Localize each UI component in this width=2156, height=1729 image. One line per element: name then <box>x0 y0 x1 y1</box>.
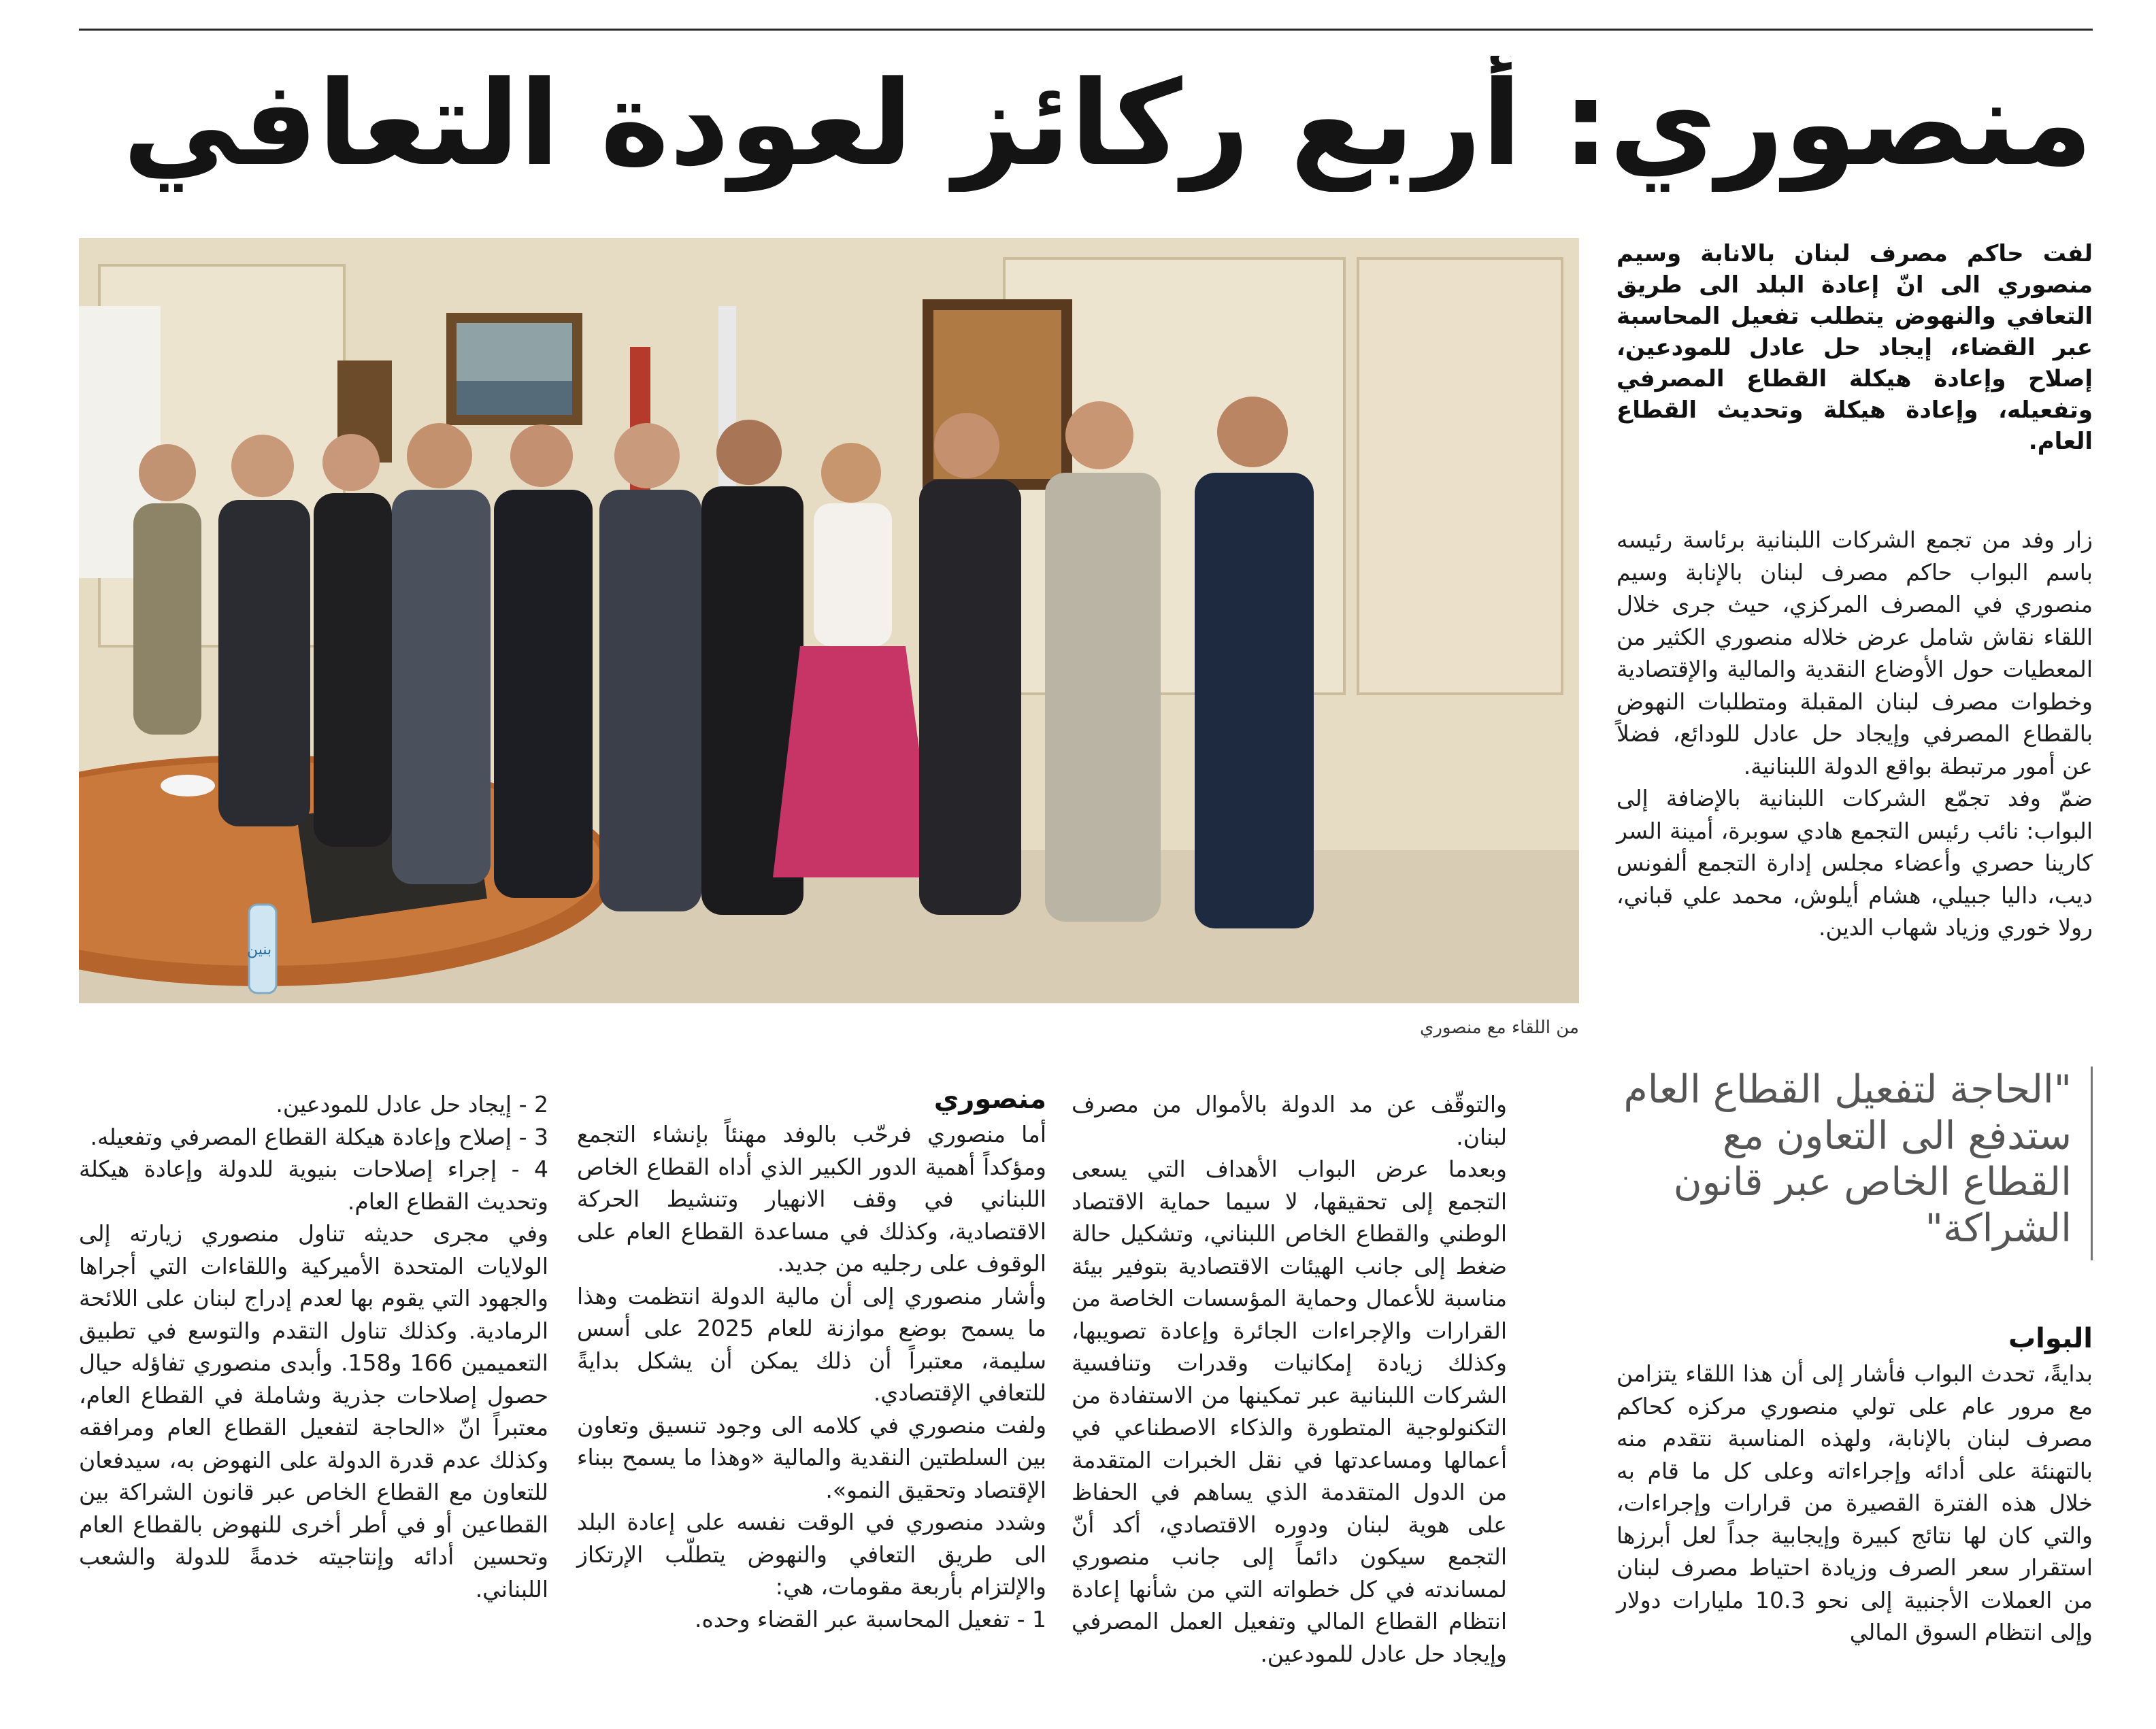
top-rule <box>79 29 2093 31</box>
group-photo <box>79 238 1579 1003</box>
paragraph: وأشار منصوري إلى أن مالية الدولة انتظمت وهذا ما يسمح بوضع موازنة للعام 2025 على أسس سليمة، معتبراً أن ذلك يمكن أن يشكل بدايةً للتعافي الإقتصادي. <box>577 1282 1046 1406</box>
paragraph: أما منصوري فرحّب بالوفد مهنئاً بإنشاء التجمع ومؤكداً أهمية الدور الكبير الذي أداه القطاع الخاص اللبناني في وقف الانهيار وتنشيط الحركة الاقتصادية، وكذلك في مساعدة القطاع العام على الوقوف على رجليه من جديد. <box>577 1121 1046 1277</box>
paragraph: زار وفد من تجمع الشركات اللبنانية برئاسة رئيسه باسم البواب حاكم مصرف لبنان بالإنابة وسيم منصوري في المصرف المركزي، حيث جرى خلال اللقاء نقاش شامل عرض خلاله منصوري الكثير من المعطيات حول الأوضاع النقدية والمالية والإقتصادية وخطوات مصرف لبنان المقبلة ومتطلبات النهوض بالقطاع المصرفي وإيجاد حل عادل للودائع، فضلاً عن أمور مرتبطة بواقع الدولة اللبنانية. <box>1616 526 2093 779</box>
paragraph: 3 - إصلاح وإعادة هيكلة القطاع المصرفي وتفعيله. <box>90 1123 548 1150</box>
photo-caption: من اللقاء مع منصوري <box>1420 1018 1579 1038</box>
column-1-top <box>1616 524 2093 944</box>
paragraph: وشدد منصوري في الوقت نفسه على إعادة البلد الى طريق التعافي والنهوض يتطلّب الإرتكاز والإلتزام بأربعة مقومات، هي: <box>577 1509 1046 1600</box>
column-4 <box>79 1088 548 1605</box>
paragraph: بدايةً، تحدث البواب فأشار إلى أن هذا اللقاء يتزامن مع مرور عام على تولي منصوري مركزه كحاكم مصرف لبنان بالإنابة، ولهذه المناسبة نتقدم منه بالتهنئة على أدائه وإجراءاته وعلى كل ما قام به خلال هذه الفترة القصيرة من قرارات وإجراءات، والتي كان لها نتائج كبيرة وإيجابية جداً لعل أبرزها استقرار سعر الصرف وزيادة احتياط مصرف لبنان من العملات الأجنبية إلى نحو 10.3 مليارات دولار وإلى انتظام السوق المالي <box>1616 1360 2093 1645</box>
group-photo-illustration <box>79 238 1579 1003</box>
section-heading-mansouri: منصوري <box>933 1084 1046 1115</box>
paragraph: ولفت منصوري في كلامه الى وجود تنسيق وتعاون بين السلطتين النقدية والمالية «وهذا ما يسمح ببناء الإقتصاد وتحقيق النمو». <box>577 1411 1046 1503</box>
paragraph: والتوقّف عن مد الدولة بالأموال من مصرف لبنان. <box>1072 1091 1507 1150</box>
paragraph: وبعدما عرض البواب الأهداف التي يسعى التجمع إلى تحقيقها، لا سيما حماية الاقتصاد الوطني والقطاع الخاص اللبناني، وتشكيل حالة ضغط إلى جانب الهيئات الاقتصادية بتوفير بيئة مناسبة للأعمال وحماية المؤسسات الخاصة من القرارات والإجراءات الجائرة وإعادة تصويبها، وكذلك زيادة إمكانيات وقدرات وتنافسية الشركات اللبنانية عبر تمكينها من الاستفادة من التكنولوجية المتطورة والذكاء الاصطناعي في أعمالها ومساعدتها في نقل الخبرات المتقدمة من الدول المتقدمة الذي يساهم في الحفاظ على هوية لبنان ودوره الاقتصادي، أكد أنّ التجمع سيكون دائماً إلى جانب منصوري لمساندته في كل خطواته التي من شأنها إعادة انتظام القطاع المالي وتفعيل العمل المصرفي وإيجاد حل عادل للمودعين. <box>1072 1156 1507 1667</box>
paragraph: 1 - تفعيل المحاسبة عبر القضاء وحده. <box>695 1605 1046 1632</box>
column-3 <box>577 1080 1046 1635</box>
paragraph: 2 - إيجاد حل عادل للمودعين. <box>276 1091 548 1118</box>
section-heading-bawab: البواب <box>2008 1323 2093 1354</box>
column-2 <box>1072 1088 1507 1670</box>
bottle-label: بنين <box>247 941 272 958</box>
paragraph: 4 - إجراء إصلاحات بنيوية للدولة وإعادة هيكلة وتحديث القطاع العام. <box>79 1156 548 1215</box>
pull-quote: "الحاجة لتفعيل القطاع العام ستدفع الى التعاون مع القطاع الخاص عبر قانون الشراكة" <box>1616 1067 2093 1260</box>
paragraph: ضمّ وفد تجمّع الشركات اللبنانية بالإضافة إلى البواب: نائب رئيس التجمع هادي سوبرة، أمينة السر كارينا حصري وأعضاء مجلس إدارة التجمع ألفونس ديب، داليا جبيلي، هشام أيلوش، محمد علي قباني، رولا خوري وزياد شهاب الدين. <box>1616 785 2093 941</box>
paragraph: وفي مجرى حديثه تناول منصوري زيارته إلى الولايات المتحدة الأميركية واللقاءات التي أجراها والجهود التي يقوم بها لعدم إدراج لبنان على اللائحة الرمادية. وكذلك تناول التقدم والتوسع في تطبيق التعميمين 166 و158. وأبدى منصوري تفاؤله حيال حصول إصلاحات جذرية وشاملة في القطاع العام، معتبراً انّ «الحاجة لتفعيل القطاع العام ومرافقه وكذلك عدم قدرة الدولة على النهوض به، سيدفعان للتعاون مع القطاع الخاص عبر قانون الشراكة بين القطاعين أو في أطر أخرى للنهوض بالقطاع العام وتحسين أدائه وإنتاجيته خدمةً للدولة والشعب اللبناني. <box>79 1220 548 1602</box>
headline: منصوري: أربع ركائز لعودة التعافي <box>122 56 2093 192</box>
column-1-bottom <box>1616 1320 2093 1649</box>
lead-paragraph: لفت حاكم مصرف لبنان بالانابة وسيم منصوري الى انّ إعادة البلد الى طريق التعافي والنهوض يتطلب تفعيل المحاسبة عبر القضاء، إيجاد حل عادل للمودعين، إصلاح وإعادة هيكلة القطاع المصرفي وتفعيله، وإعادة هيكلة وتحديث القطاع العام. <box>1616 240 2093 455</box>
